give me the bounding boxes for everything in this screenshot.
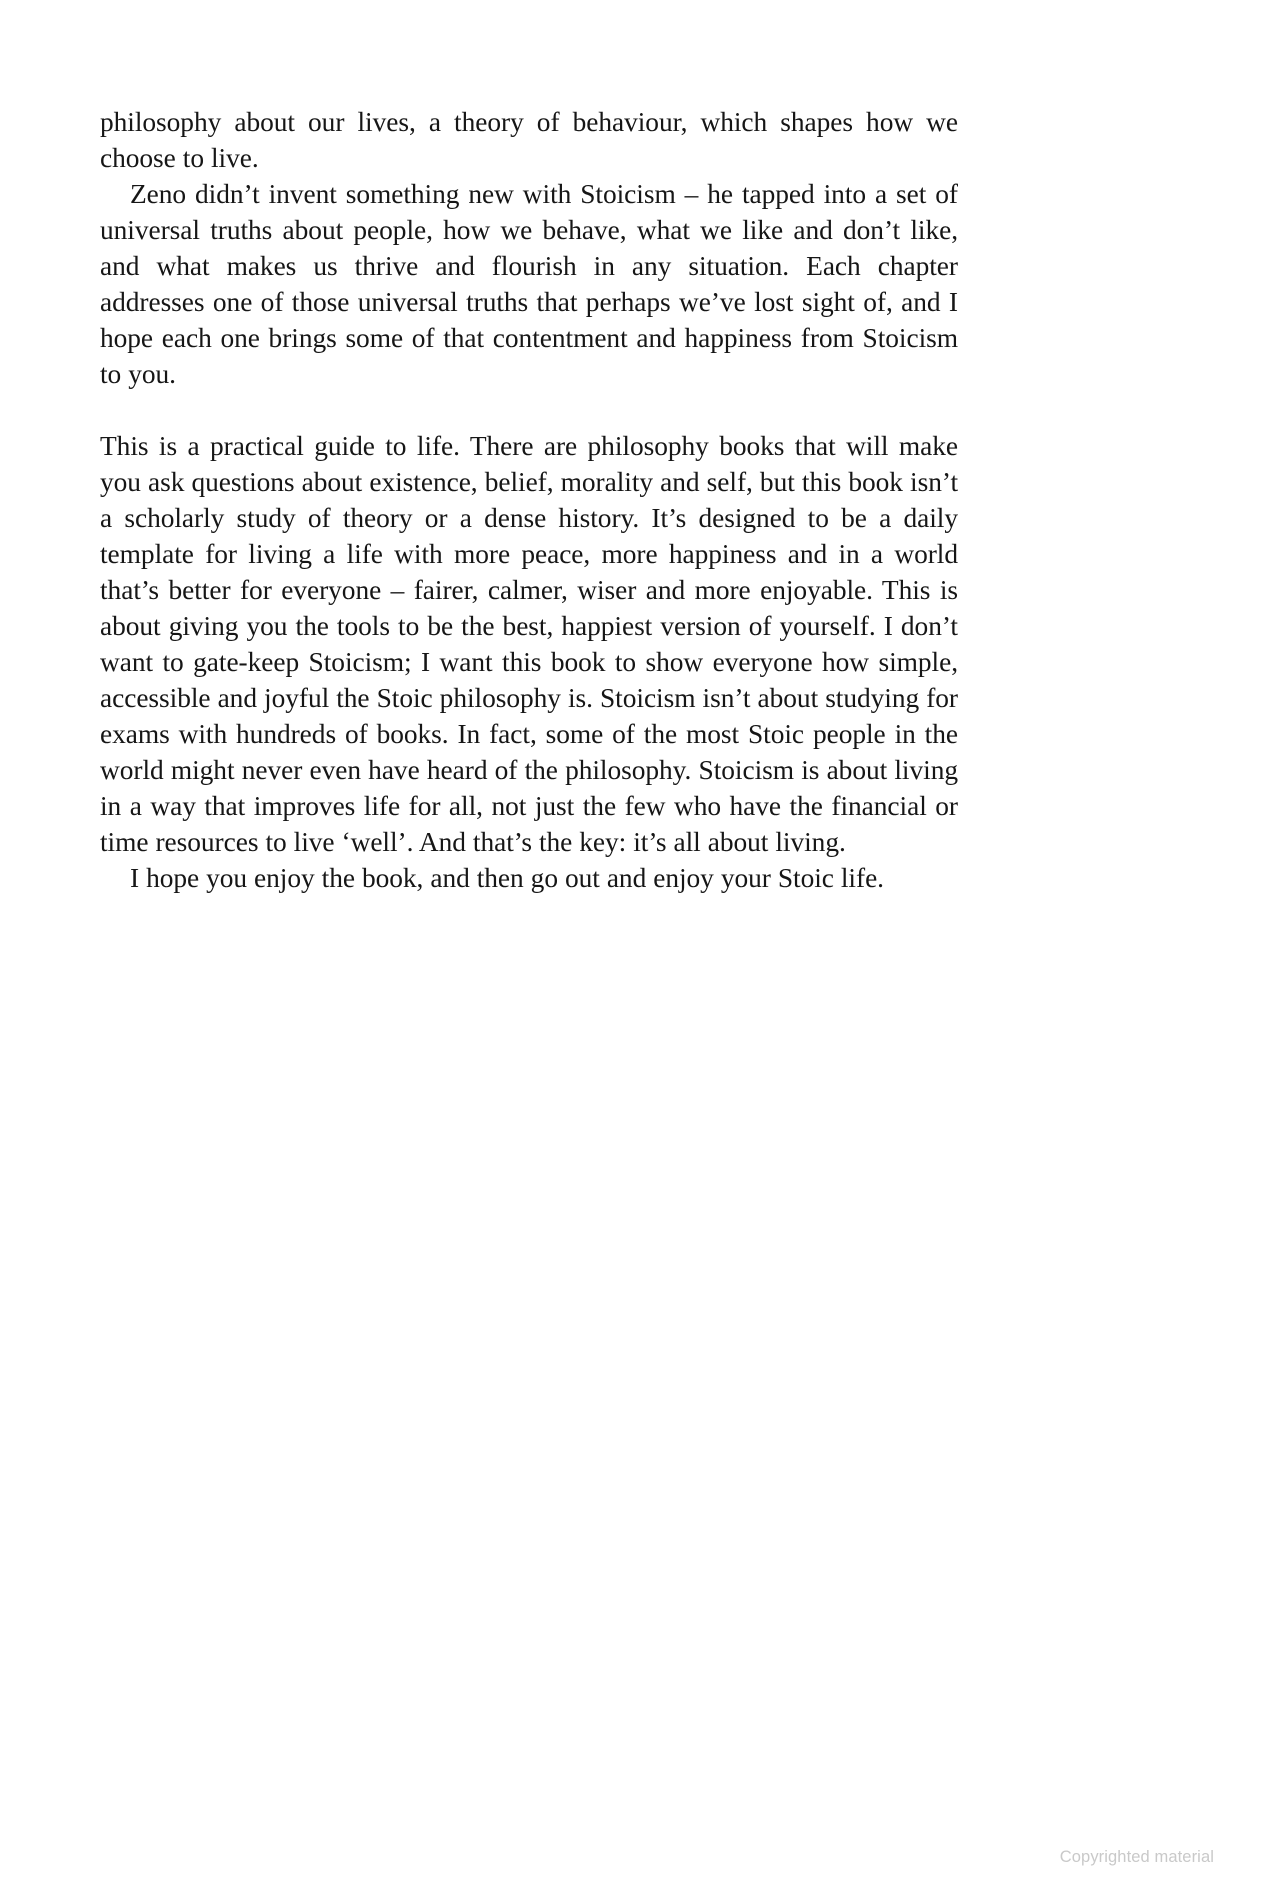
page-text-column: [100, 104, 958, 896]
paragraph-practical-guide: This is a practical guide to life. There are philosophy books that will make you ask questions about existence, belief, morality and self, but this book isn’t a scholarly study of theory or a dense history. It’s designed to be a daily template for living a life with more peace, more happiness and in a world that’s better for everyone – fairer, calmer, wiser and more enjoyable. This is about giving you the tools to be the best, happiest version of yourself. I don’t want to gate-keep Stoicism; I want this book to show everyone how simple, accessible and joyful the Stoic philosophy is. Stoicism isn’t about studying for exams with hundreds of books. In fact, some of the most Stoic people in the world might never even have heard of the philosophy. Stoicism is about living in a way that improves life for all, not just the few who have the financial or time resources to live ‘well’. And that’s the key: it’s all about living.: [100, 431, 958, 857]
paragraph-zeno: Zeno didn’t invent something new with Stoicism – he tapped into a set of universal truths about people, how we behave, what we like and don’t like, and what makes us thrive and flourish in any situation. Each chapter addresses one of those universal truths that perhaps we’ve lost sight of, and I hope each one brings some of that contentment and happiness from Stoicism to you.: [100, 179, 958, 389]
copyright-notice: Copyrighted material: [1059, 1848, 1214, 1866]
paragraph-closing: I hope you enjoy the book, and then go out and enjoy your Stoic life.: [130, 863, 884, 893]
paragraph-continued: philosophy about our lives, a theory of behaviour, which shapes how we choose to live.: [100, 107, 958, 173]
